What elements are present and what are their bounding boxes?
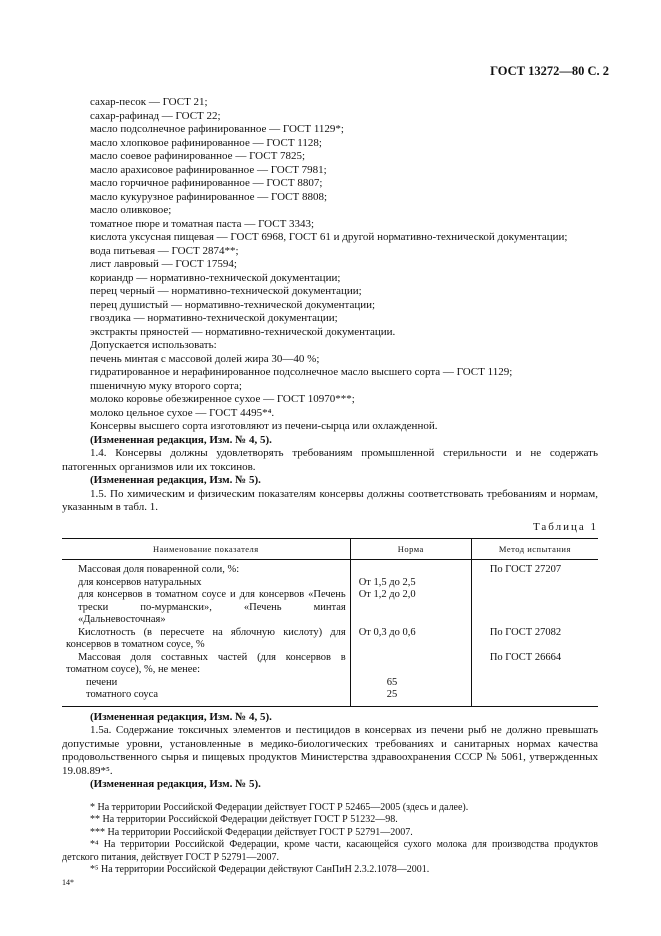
list-item: масло подсолнечное рафинированное — ГОСТ 1129*;: [90, 123, 344, 135]
list-item: масло кукурузное рафинированное — ГОСТ 8808;: [90, 190, 328, 203]
page-number: 14*: [62, 878, 74, 887]
list-item: Допускается использовать:: [90, 339, 217, 351]
list-item: масло соевое рафинированное — ГОСТ 7825;: [90, 150, 306, 162]
table-row: [62, 677, 598, 690]
footnote: *⁴ На территории Российской Федерации, кроме части, касающейся сухого молока для производства продуктов детского питания, действует ГОСТ Р 52791—2007.: [62, 839, 598, 863]
list-item: масло горчичное рафинированное — ГОСТ 8807;: [90, 177, 323, 189]
cell-name: Массовая доля составных частей (для консервов в томатном соусе), %, не менее:: [66, 651, 346, 675]
paragraph-1-5: 1.5. По химическим и физическим показателям консервы должны соответствовать требованиям и нормам, указанным в табл. 1.: [62, 487, 598, 513]
cell-name: печени: [86, 676, 118, 688]
cell-method: [471, 689, 598, 706]
footnote: ** На территории Российской Федерации действует ГОСТ Р 51232—98.: [90, 814, 398, 825]
list-item: перец черный — нормативно-технической документации;: [90, 285, 362, 297]
materials-list: [62, 96, 598, 434]
cell-name: Кислотность (в пересчете на яблочную кислоту) для консервов в томатном соусе, %: [66, 626, 346, 650]
cell-method: [471, 577, 598, 590]
cell-method: [471, 589, 598, 627]
list-item: сахар-песок — ГОСТ 21;: [90, 96, 208, 108]
footnote: *** На территории Российской Федерации действует ГОСТ Р 52791—2007.: [90, 826, 413, 838]
document-body: [62, 96, 598, 877]
footnote: * На территории Российской Федерации действует ГОСТ Р 52465—2005 (здесь и далее).: [90, 801, 469, 813]
cell-norm: От 0,3 до 0,6: [350, 627, 471, 652]
list-item: томатное пюре и томатная паста — ГОСТ 3343;: [90, 217, 315, 230]
list-item: гидратированное и нерафинированное подсолнечное масло высшего сорта — ГОСТ 1129;: [90, 366, 513, 378]
list-item: гвоздика — нормативно-технической документации;: [90, 312, 338, 324]
cell-method: По ГОСТ 27207: [471, 560, 598, 577]
table-row: [62, 689, 598, 706]
footnote: *⁵ На территории Российской Федерации действуют СанПиН 2.3.2.1078—2001.: [90, 864, 430, 875]
list-item: молоко коровье обезжиренное сухое — ГОСТ 10970***;: [90, 393, 355, 405]
table-row: [62, 652, 598, 677]
list-item: Консервы высшего сорта изготовляют из печени-сырца или охлажденной.: [90, 420, 438, 432]
cell-method: По ГОСТ 27082: [471, 627, 598, 652]
table-row: [62, 589, 598, 627]
cell-norm: От 1,2 до 2,0: [350, 589, 471, 627]
cell-norm: От 1,5 до 2,5: [350, 577, 471, 590]
table-caption: Таблица 1: [532, 520, 598, 533]
cell-norm: 65: [350, 677, 471, 690]
list-item: кислота уксусная пищевая — ГОСТ 6968, ГОСТ 61 и другой нормативно-технической документации;: [90, 231, 568, 243]
column-header: Метод испытания: [471, 539, 598, 560]
paragraph-1-4: 1.4. Консервы должны удовлетворять требованиям промышленной стерильности и не содержать патогенных организмов или их токсинов.: [62, 447, 598, 473]
table-row: [62, 627, 598, 652]
cell-name: томатного соуса: [86, 689, 159, 700]
table-1: [62, 538, 598, 707]
list-item: перец душистый — нормативно-технической документации;: [90, 298, 376, 311]
list-item: лист лавровый — ГОСТ 17594;: [90, 258, 237, 270]
footnotes: [62, 802, 598, 877]
table-row: [62, 560, 598, 577]
table-header-row: [62, 539, 598, 560]
running-header: ГОСТ 13272—80 С. 2: [490, 64, 609, 78]
list-item: экстракты пряностей — нормативно-технической документации.: [90, 325, 396, 338]
edition-note: (Измененная редакция, Изм. № 4, 5).: [90, 710, 272, 723]
list-item: масло арахисовое рафинированное — ГОСТ 7981;: [90, 163, 327, 176]
cell-name: для консервов в томатном соусе и для консервов «Печень трески по-мурмански», «Печень минтая «Дальневосточная»: [78, 589, 346, 625]
cell-name: Массовая доля поваренной соли, %:: [78, 564, 240, 575]
edition-note: (Измененная редакция, Изм. № 4, 5).: [90, 433, 272, 446]
cell-method: [471, 677, 598, 690]
cell-norm: [350, 560, 471, 577]
cell-norm: 25: [350, 689, 471, 706]
paragraph-1-5a: 1.5а. Содержание токсичных элементов и пестицидов в консервах из печени рыб не должно превышать допустимые уровни, установленные в медико-биологических требованиях и санитарных нормах качества продовольственного сырья и пищевых продуктов Министерства здравоохранения СССР № 5061, утвержденных 19.08.89*⁵.: [62, 724, 598, 777]
list-item: вода питьевая — ГОСТ 2874**;: [90, 244, 239, 257]
list-item: печень минтая с массовой долей жира 30—40 %;: [90, 352, 320, 365]
table-body: [62, 560, 598, 707]
edition-note: (Измененная редакция, Изм. № 5).: [90, 474, 261, 486]
column-header: Норма: [350, 539, 471, 560]
list-item: пшеничную муку второго сорта;: [90, 379, 242, 392]
cell-name: для консервов натуральных: [78, 576, 202, 588]
column-header: Наименование показателя: [62, 539, 350, 560]
cell-method: По ГОСТ 26664: [471, 652, 598, 677]
edition-note: (Измененная редакция, Изм. № 5).: [90, 778, 261, 790]
table-row: [62, 577, 598, 590]
list-item: сахар-рафинад — ГОСТ 22;: [90, 109, 221, 122]
list-item: кориандр — нормативно-технической документации;: [90, 271, 341, 284]
cell-norm: [350, 652, 471, 677]
list-item: масло оливковое;: [90, 204, 172, 216]
list-item: молоко цельное сухое — ГОСТ 4495*⁴.: [90, 406, 275, 419]
list-item: масло хлопковое рафинированное — ГОСТ 1128;: [90, 136, 322, 149]
